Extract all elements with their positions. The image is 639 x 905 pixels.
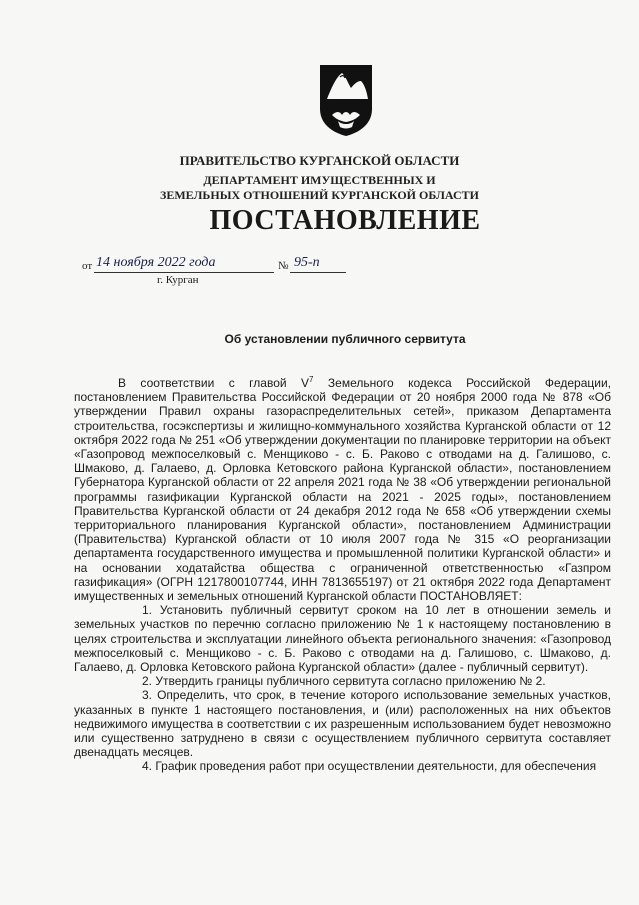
item-2-paragraph: 2. Утвердить границы публичного сервитута согласно приложению № 2.: [142, 674, 546, 689]
city: г. Курган: [157, 274, 199, 286]
date-number-row: [82, 255, 382, 275]
document-subject: Об установлении публичного сервитута: [224, 332, 466, 346]
number-label: №: [278, 260, 289, 272]
government-name: ПРАВИТЕЛЬСТВО КУРГАНСКОЙ ОБЛАСТИ: [179, 153, 460, 168]
handwritten-number: 95-п: [294, 255, 320, 270]
date-underline: [94, 272, 274, 273]
department-name-line2: ЗЕМЕЛЬНЫХ ОТНОШЕНИЙ КУРГАНСКОЙ ОБЛАСТИ: [159, 188, 479, 202]
document-body: [74, 376, 611, 774]
preamble-paragraph: В соответствии с главой $V^7$ Земельного кодекса Российской Федерации, постановлением Правительства Российской Федерации от 20 ноября 2000 года № 878 «Об утверждении Правил охраны газораспределительных сетей», приказом Департамента строительства, госэкспертизы и жилищно-коммунального хозяйства Курганской области от 12 октября 2022 года № 251 «Об утверждении документации по планировке территории на объект «Газопровод межпоселковый с. Менщиково - с. Б. Раково с отводами на д. Галишово, с. Шмаково, д. Галаево, д. Орловка Кетовского района Курганской области», постановлением Губернатора Курганской области от 22 апреля 2021 года № 38 «Об утверждении региональной программы газификации Курганской области на 2021 - 2025 годы», постановлением Правительства Курганской области от 24 декабря 2012 года № 658 «Об утверждении схемы территориального планирования Курганской области», постановлением Администрации (Правительства) Курганской области от 10 июля 2007 года № 315 «О реорганизации департамента государственного имущества и промышленной политики Курганской области» и на основании ходатайства общества с ограниченной ответственностью «Газпром газификация» (ОГРН 1217800107744, ИНН 7813655197) от 21 октября 2022 года Департамент имущественных и земельных отношений Курганской области ПОСТАНОВЛЯЕТ:: [74, 375, 611, 604]
kurgan-coat-of-arms-icon: [318, 63, 374, 137]
document-type-title: ПОСТАНОВЛЕНИЕ: [209, 205, 481, 236]
item-4-paragraph: 4. График проведения работ при осуществлении деятельности, для обеспечения: [142, 759, 597, 774]
department-name-line1: ДЕПАРТАМЕНТ ИМУЩЕСТВЕННЫХ И: [203, 173, 436, 187]
item-1-paragraph: 1. Установить публичный сервитут сроком на 10 лет в отношении земель и земельных участков по перечню согласно приложению № 1 к настоящему постановлению в целях строительства и эксплуатации линейного объекта регионального значения: «Газопровод межпоселковый с. Менщиково - с. Б. Раково с отводами на д. Галишово, с. Шмаково, д. Галаево, д. Орловка Кетовского района Курганской области» (далее - публичный сервитут).: [74, 603, 611, 675]
date-prefix: от: [82, 260, 93, 272]
item-3-paragraph: 3. Определить, что срок, в течение которого использование земельных участков, указанных в пункте 1 настоящего постановления, и (или) расположенных на них объектов недвижимого имущества в соответствии с их разрешенным использованием будет невозможно или существенно затруднено в связи с осуществлением публичного сервитута составляет двенадцать месяцев.: [74, 688, 611, 760]
handwritten-date: 14 ноября 2022 года: [96, 255, 216, 270]
number-underline: [290, 272, 346, 273]
